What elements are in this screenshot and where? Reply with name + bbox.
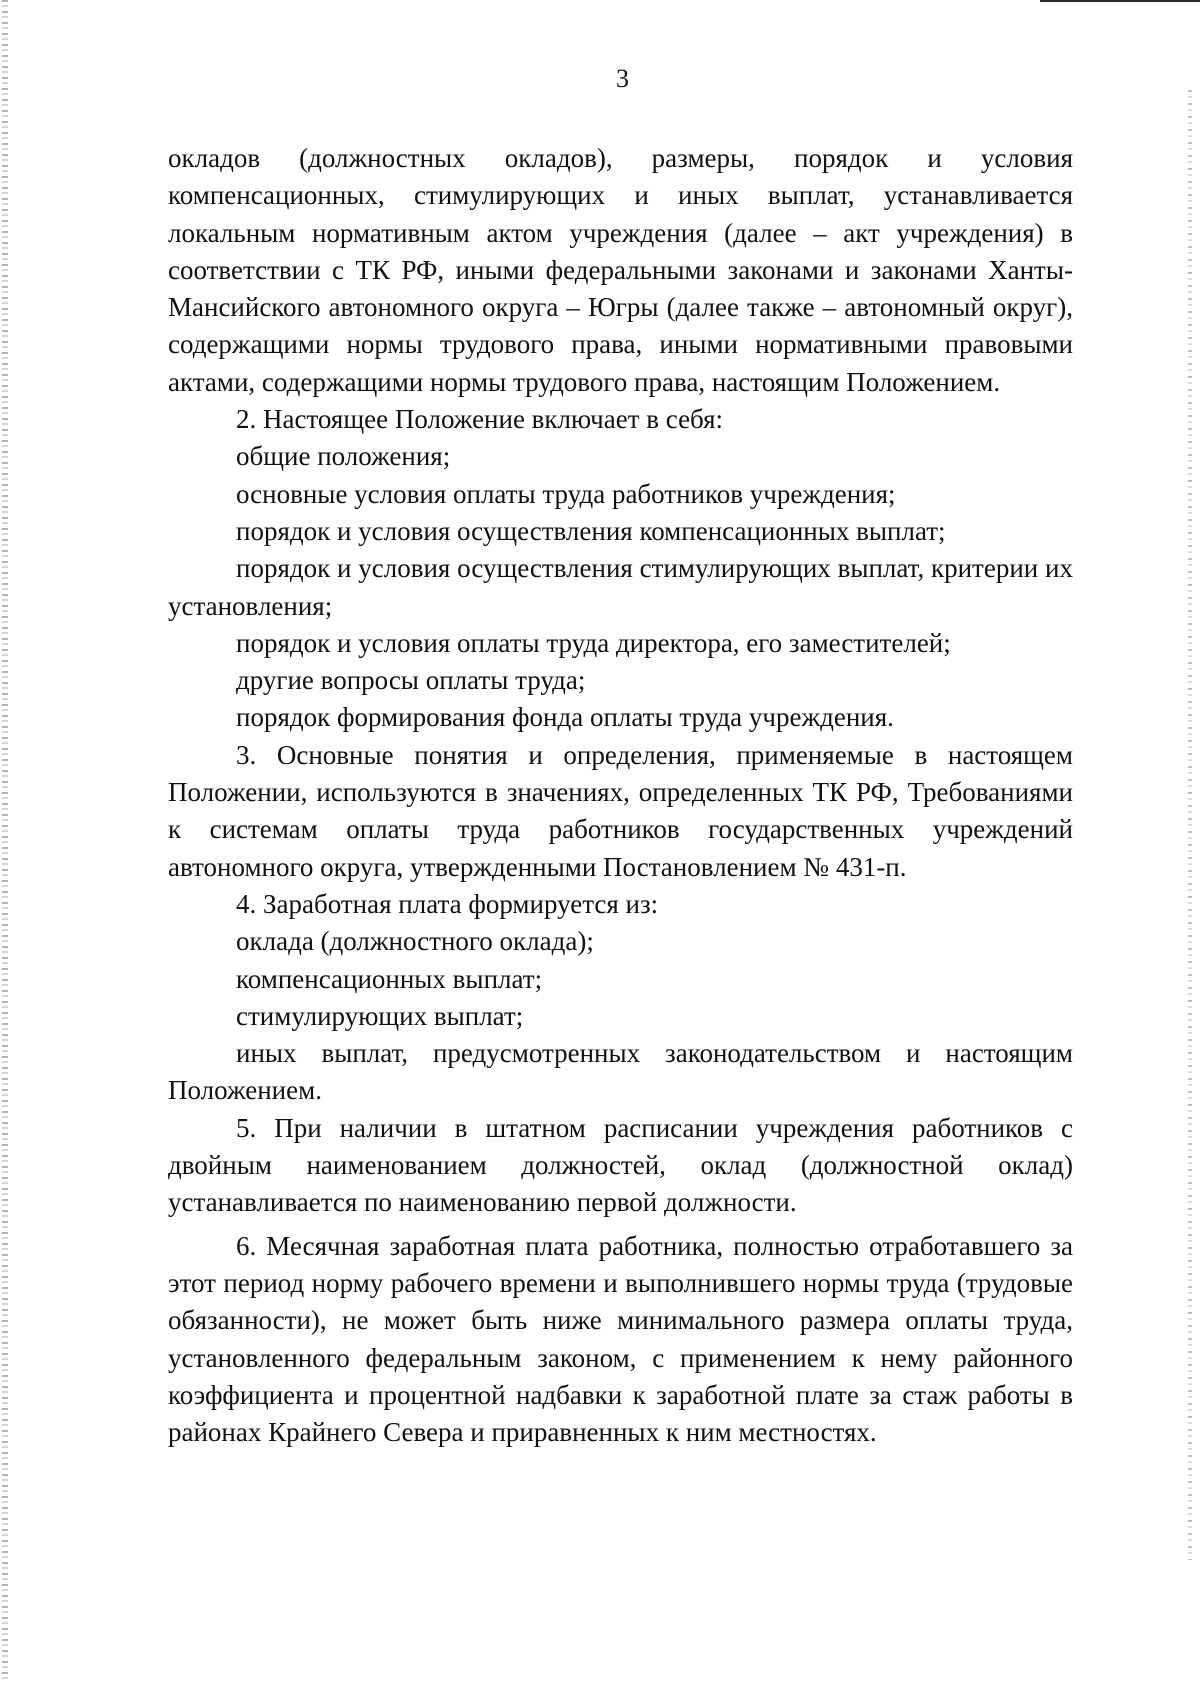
paragraph-item-6: 6. Месячная заработная плата работника, полностью отработавшего за этот период норму рабочего времени и выполнившего нормы труда (трудовые обязанности), не может быть ниже минимального размера оплаты труда, установленного федеральным законом, с применением к нему районного коэффициента и процентной надбавки к заработной плате за стаж работы в районах Крайнего Севера и приравненных к ним местностях.	[168, 1230, 1073, 1448]
paragraph-item-3: 3. Основные понятия и определения, применяемые в настоящем Положении, используются в значениях, определенных ТК РФ, Требованиями к системам оплаты труда работников государственных учреждений автономного округа, утвержденными Постановлением № 431-п.	[168, 739, 1073, 882]
list-item: компенсационных выплат;	[236, 963, 543, 994]
list-item: порядок и условия оплаты труда директора, его заместителей;	[236, 627, 951, 658]
list-item: другие вопросы оплаты труда;	[236, 665, 586, 696]
paragraph-continuation: окладов (должностных окладов), размеры, порядок и условия компенсационных, стимулирующих и иных выплат, устанавливается локальным нормативным актом учреждения (далее – акт учреждения) в соответствии с ТК РФ, иными федеральными законами и законами Ханты-Мансийского автономного округа – Югры (далее также – автономный округ), содержащими нормы трудового права, иными нормативными правовыми актами, содержащими нормы трудового права, настоящим Положением.	[168, 143, 1073, 397]
list-item: оклада (должностного оклада);	[236, 926, 594, 957]
paragraph-item-4: 4. Заработная плата формируется из:	[236, 888, 659, 919]
page-number: 3	[616, 64, 629, 93]
list-item: стимулирующих выплат;	[236, 1000, 524, 1031]
scan-top-rule	[1040, 0, 1200, 2]
scan-edge-artifact-left	[2, 0, 8, 1681]
list-item: порядок и условия осуществления стимулирующих выплат, критерии их установления;	[168, 553, 1073, 621]
document-body	[168, 140, 1073, 1451]
list-item: порядок и условия осуществления компенсационных выплат;	[236, 515, 946, 546]
list-item: порядок формирования фонда оплаты труда учреждения.	[236, 702, 894, 733]
scan-edge-artifact-right	[1188, 90, 1192, 1560]
paragraph-item-2: 2. Настоящее Положение включает в себя:	[236, 404, 724, 435]
list-item: основные условия оплаты труда работников учреждения;	[236, 478, 896, 509]
list-item: иных выплат, предусмотренных законодательством и настоящим Положением.	[168, 1038, 1073, 1106]
paragraph-item-5: 5. При наличии в штатном расписании учреждения работников с двойным наименованием должностей, оклад (должностной оклад) устанавливается по наименованию первой должности.	[168, 1112, 1073, 1218]
list-item: общие положения;	[236, 441, 451, 472]
